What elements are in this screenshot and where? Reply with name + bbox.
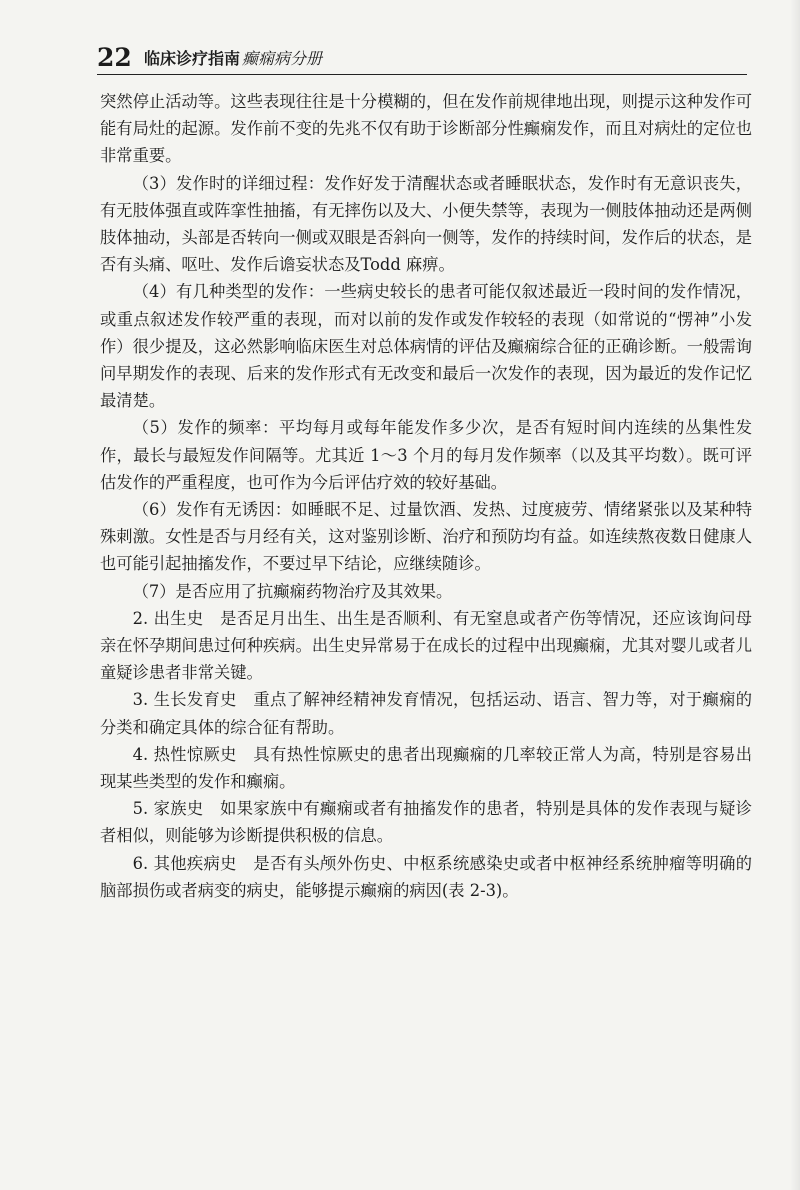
page-edge-shadow	[790, 0, 800, 1190]
paragraph-febrile-convulsion-history: 4. 热性惊厥史 具有热性惊厥史的患者出现癫痫的几率较正常人为高，特别是容易出现某些类型的发作和癫痫。	[100, 744, 752, 792]
running-header	[97, 40, 747, 80]
paragraph-birth-history: 2. 出生史 是否足月出生、出生是否顺利、有无窒息或者产伤等情况，还应该询问母亲在怀孕期间患过何种疾病。出生史异常易于在成长的过程中出现癫痫，尤其对婴儿或者儿童疑诊患者非常关键。	[100, 608, 752, 683]
paragraph-growth-history: 3. 生长发育史 重点了解神经精神发育情况，包括运动、语言、智力等，对于癫痫的分类和确定具体的综合征有帮助。	[100, 690, 752, 737]
paragraph-seizure-frequency: （5）发作的频率：平均每月或每年能发作多少次，是否有短时间内连续的丛集性发作，最长与最短发作间隔等。尤其近 1～3 个月的每月发作频率（以及其平均数）。既可评估发作的严重程度，也可作为今后评估疗效的较好基础。	[100, 418, 752, 492]
paragraph-continued: 突然停止活动等。这些表现往往是十分模糊的，但在发作前规律地出现，则提示这种发作可能有局灶的起源。发作前不变的先兆不仅有助于诊断部分性癫痫发作，而且对病灶的定位也非常重要。	[100, 92, 752, 166]
paragraph-seizure-types: （4）有几种类型的发作：一些病史较长的患者可能仅叙述最近一段时间的发作情况，或重点叙述发作较严重的表现，而对以前的发作或发作较轻的表现（如常说的“愣神”小发作）很少提及，这必然影响临床医生对总体病情的评估及癫痫综合征的正确诊断。一般需询问早期发作的表现、后来的发作形式有无改变和最后一次发作的表现，因为最近的发作记忆最清楚。	[100, 282, 752, 411]
paragraph-seizure-triggers: （6）发作有无诱因：如睡眠不足、过量饮酒、发热、过度疲劳、情绪紧张以及某种特殊刺激。女性是否与月经有关，这对鉴别诊断、治疗和预防均有益。如连续熬夜数日健康人也可能引起抽搐发作，不要过早下结论，应继续随诊。	[100, 500, 752, 574]
volume-title: 癫痫病分册	[242, 49, 323, 68]
paragraph-drug-treatment: （7）是否应用了抗癫痫药物治疗及其效果。	[132, 581, 453, 601]
page-number: 22	[97, 43, 132, 72]
paragraph-family-history: 5. 家族史 如果家族中有癫痫或者有抽搐发作的患者，特别是具体的发作表现与疑诊者相似，则能够为诊断提供积极的信息。	[100, 799, 752, 846]
paragraph-other-disease-history: 6. 其他疾病史 是否有头颅外伤史、中枢系统感染史或者中枢神经系统肿瘤等明确的脑部损伤或者病变的病史，能够提示癫痫的病因(表 2-3)。	[100, 853, 752, 900]
header-rule	[97, 74, 747, 75]
book-title: 临床诊疗指南	[144, 49, 241, 68]
paragraph-seizure-process: （3）发作时的详细过程：发作好发于清醒状态或者睡眠状态，发作时有无意识丧失，有无肢体强直或阵挛性抽搐，有无摔伤以及大、小便失禁等，表现为一侧肢体抽动还是两侧肢体抽动，头部是否转向一侧或双眼是否斜向一侧等，发作的持续时间，发作后的状态，是否有头痛、呕吐、发作后谵妄状态及Todd 麻痹。	[100, 173, 752, 275]
body-text	[100, 88, 752, 904]
